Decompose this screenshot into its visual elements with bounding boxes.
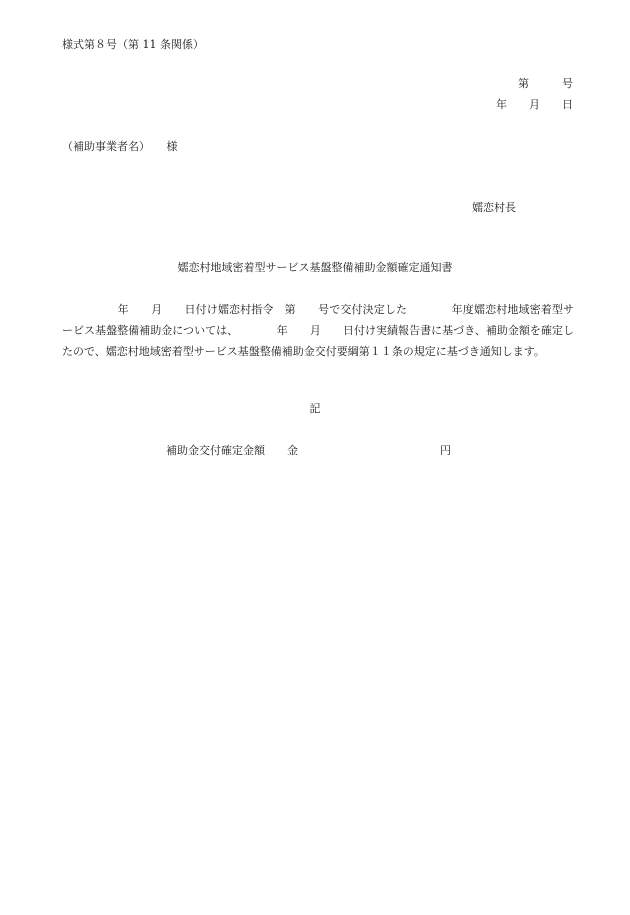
document-number: 第 号 [518,77,573,90]
form-number: 様式第８号（第 11 条関係） [62,38,204,51]
sender: 嬬恋村長 [472,201,516,214]
amount-line [166,444,451,458]
ki-heading: 記 [309,402,321,415]
addressee: （補助事業者名） 様 [62,140,178,153]
amount-prefix: 金 [287,444,298,457]
document-date: 年 月 日 [496,98,573,111]
body-paragraph: 年 月 日付け嬬恋村指令 第 号で交付決定した 年度嬬恋村地域密着型サービス基盤整備補助金については、 年 月 日付け実績報告書に基づき、補助金額を確定したので、嬬恋村地域密着型サービス基盤整備補助金交付要綱第１１条の規定に基づき通知します。 [62,303,574,358]
document-title: 嬬恋村地域密着型サービス基盤整備補助金額確定通知書 [177,261,453,274]
amount-label: 補助金交付確定金額 [166,444,265,457]
amount-unit: 円 [440,444,451,457]
